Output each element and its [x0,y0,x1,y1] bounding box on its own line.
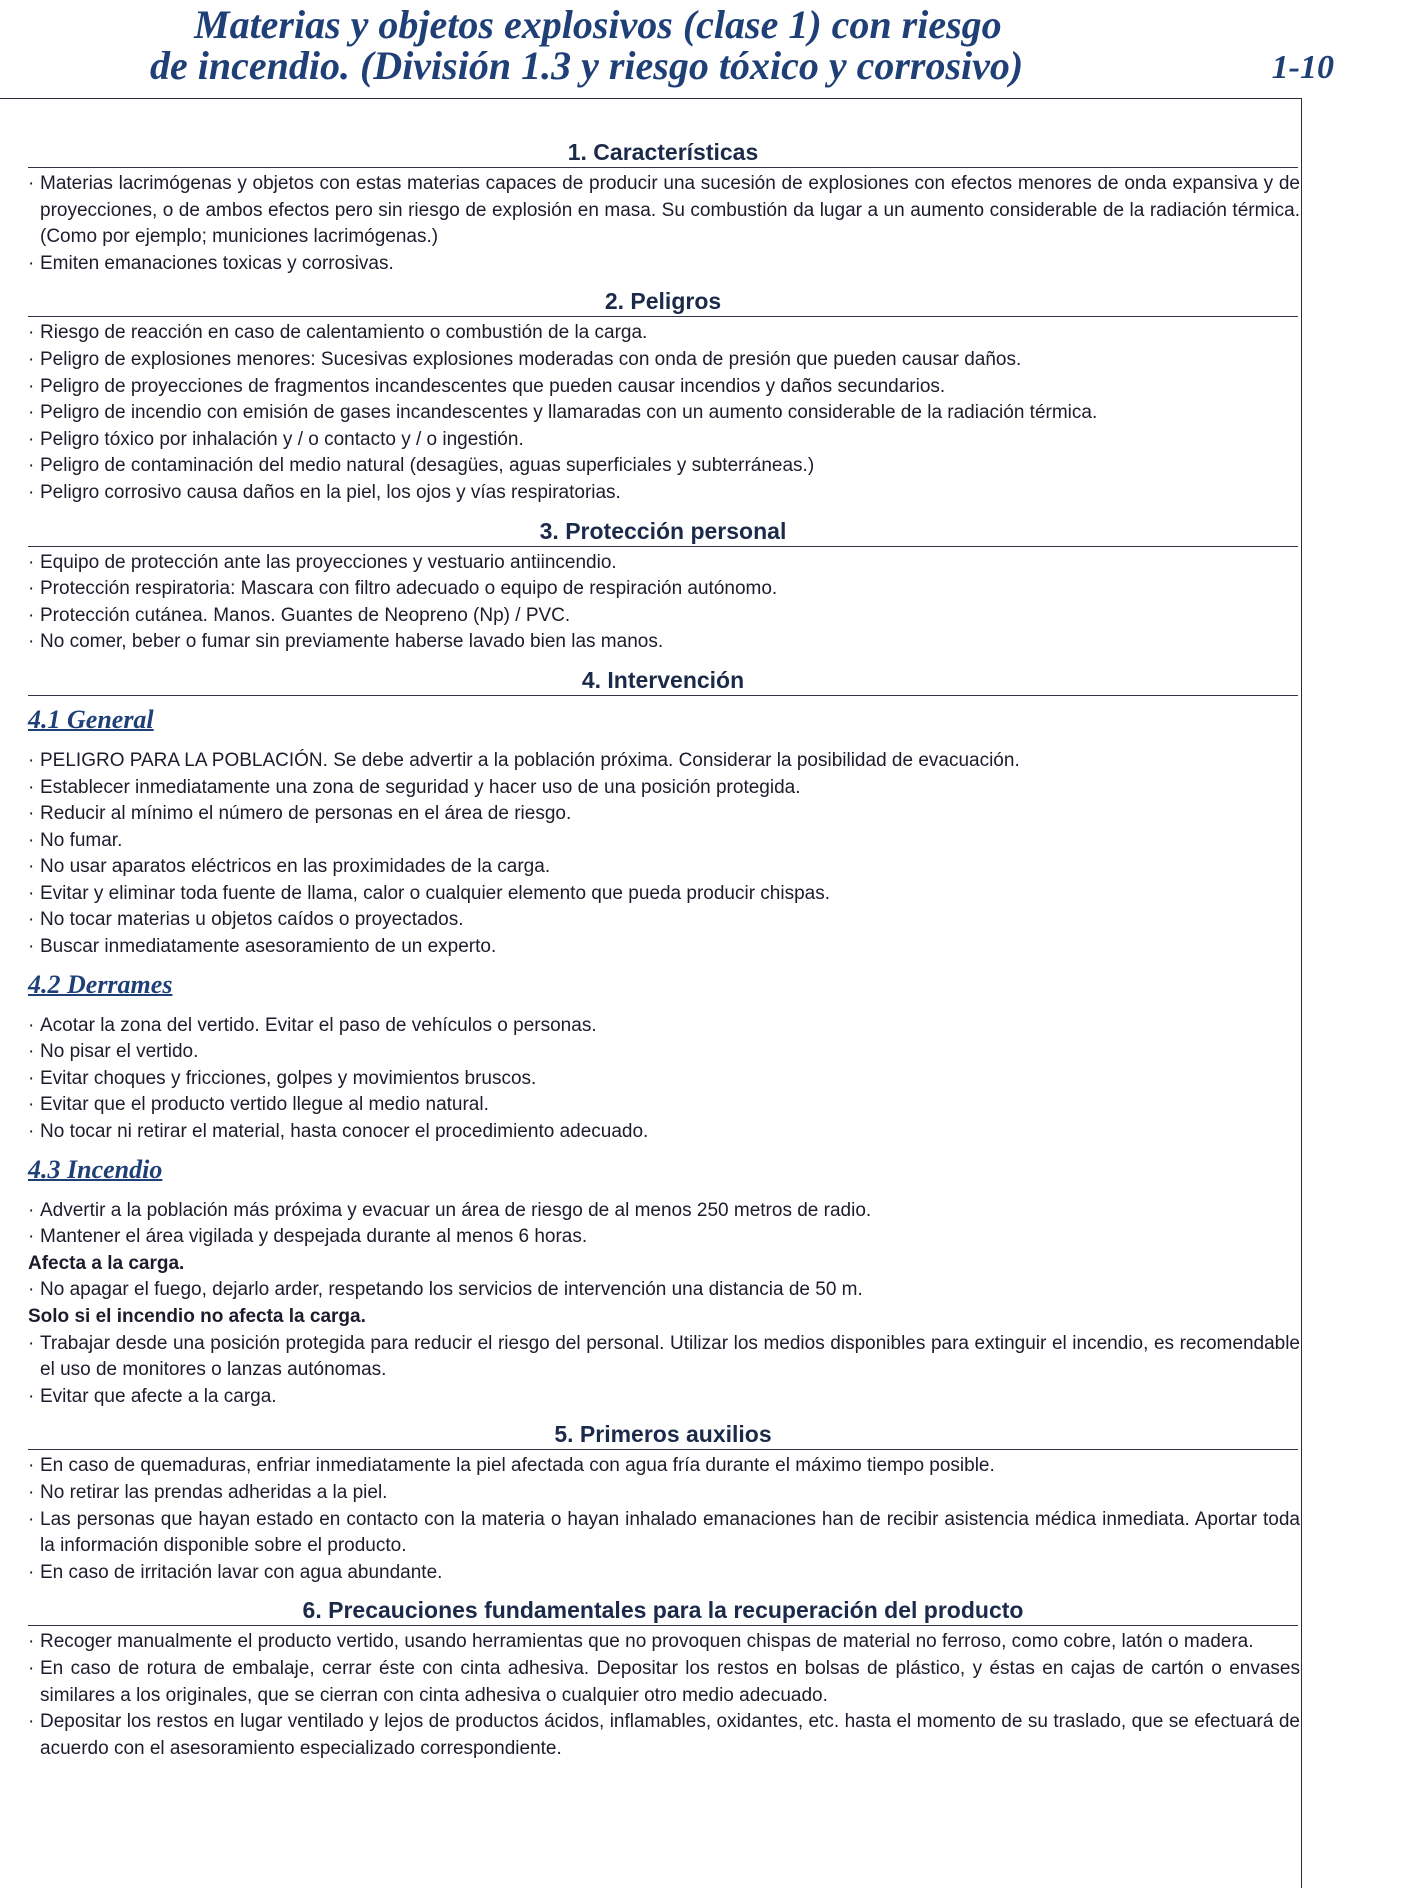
list-item: · Peligro de contaminación del medio natural (desagües, aguas superficiales y subterráneas.) [28,453,1300,480]
list-item: · Materias lacrimógenas y objetos con estas materias capaces de producir una sucesión de explosiones con efectos menores de onda expansiva y de proyecciones, o de ambos efectos pero sin riesgo de explosión en masa. Su combustión da lugar a un aumento considerable de la radiación térmica. (Como por ejemplo; municiones lacrimógenas.) [28,171,1300,251]
list-item: · Recoger manualmente el producto vertido, usando herramientas que no provoquen chispas de material no ferroso, como cobre, latón o madera. [28,1629,1300,1656]
list-no-afecta-carga [28,1331,1300,1411]
list-item: · Buscar inmediatamente asesoramiento de un experto. [28,934,1300,961]
list-item: · En caso de quemaduras, enfriar inmediatamente la piel afectada con agua fría durante el máximo tiempo posible. [28,1453,1300,1480]
list-item: · No apagar el fuego, dejarlo arder, respetando los servicios de intervención una distancia de 50 m. [28,1277,1300,1304]
list-item: · En caso de irritación lavar con agua abundante. [28,1560,1300,1587]
section-title-proteccion: 3. Protección personal [28,517,1298,547]
list-item: · Trabajar desde una posición protegida para reducir el riesgo del personal. Utilizar los medios disponibles para extinguir el incendio, es recomendable el uso de monitores o lanzas autónomas. [28,1331,1300,1384]
list-item: · No pisar el vertido. [28,1039,1300,1066]
list-item: · Evitar choques y fricciones, golpes y movimientos bruscos. [28,1066,1300,1093]
list-caracteristicas [28,171,1300,277]
list-item: · No usar aparatos eléctricos en las proximidades de la carga. [28,854,1300,881]
list-item: · Mantener el área vigilada y despejada durante al menos 6 horas. [28,1224,1300,1251]
document-body [28,132,1300,1762]
list-item: · Emiten emanaciones toxicas y corrosivas. [28,251,1300,278]
list-item: · Protección respiratoria: Mascara con filtro adecuado o equipo de respiración autónomo. [28,576,1300,603]
list-item: · Peligro de explosiones menores: Sucesivas explosiones moderadas con onda de presión que pueden causar daños. [28,347,1300,374]
label-afecta-carga: Afecta a la carga. [28,1252,185,1274]
list-item: · No fumar. [28,828,1300,855]
list-precauciones [28,1629,1300,1762]
list-item: · Reducir al mínimo el número de personas en el área de riesgo. [28,801,1300,828]
section-title-peligros: 2. Peligros [28,287,1298,317]
list-item: · Evitar y eliminar toda fuente de llama, calor o cualquier elemento que pueda producir chispas. [28,881,1300,908]
page-title-line1: Materias y objetos explosivos (clase 1) con riesgo [194,2,1002,47]
label-no-afecta-carga: Solo si el incendio no afecta la carga. [28,1306,366,1327]
list-item: · Riesgo de reacción en caso de calentamiento o combustión de la carga. [28,320,1300,347]
list-item: · Peligro de incendio con emisión de gases incandescentes y llamaradas con un aumento considerable de la radiación térmica. [28,400,1300,427]
list-incendio [28,1198,1300,1251]
section-title-intervencion: 4. Intervención [28,666,1298,696]
list-item: · No tocar ni retirar el material, hasta conocer el procedimiento adecuado. [28,1119,1300,1146]
list-general [28,748,1300,961]
subsection-title-general: 4.1 General [28,704,154,734]
list-item: · No comer, beber o fumar sin previamente haberse lavado bien las manos. [28,629,1300,656]
list-item: · Advertir a la población más próxima y evacuar un área de riesgo de al menos 250 metros de radio. [28,1198,1300,1225]
subsection-title-derrames: 4.2 Derrames [28,969,173,999]
list-item: · Acotar la zona del vertido. Evitar el paso de vehículos o personas. [28,1013,1300,1040]
page-title [150,4,1210,86]
list-proteccion [28,550,1300,656]
list-item: · Evitar que afecte a la carga. [28,1384,1300,1411]
list-item: · Las personas que hayan estado en contacto con la materia o hayan inhalado emanaciones han de recibir asistencia médica inmediata. Aportar toda la información disponible sobre el producto. [28,1507,1300,1560]
subsection-title-incendio: 4.3 Incendio [28,1154,163,1184]
list-item: · Protección cutánea. Manos. Guantes de Neopreno (Np) / PVC. [28,603,1300,630]
list-item: · Peligro de proyecciones de fragmentos incandescentes que pueden causar incendios y daños secundarios. [28,374,1300,401]
list-derrames [28,1013,1300,1146]
section-title-precauciones: 6. Precauciones fundamentales para la recuperación del producto [28,1596,1298,1626]
list-primeros-auxilios [28,1453,1300,1586]
list-item: · Equipo de protección ante las proyecciones y vestuario antiincendio. [28,550,1300,577]
page-title-line2: de incendio. (División 1.3 y riesgo tóxico y corrosivo) [150,43,1024,88]
list-item: · Establecer inmediatamente una zona de seguridad y hacer uso de una posición protegida. [28,775,1300,802]
list-afecta-carga [28,1277,1300,1304]
list-item: · Evitar que el producto vertido llegue al medio natural. [28,1092,1300,1119]
section-title-caracteristicas: 1. Características [28,138,1298,168]
list-item: · No retirar las prendas adheridas a la piel. [28,1480,1300,1507]
list-item: · Depositar los restos en lugar ventilado y lejos de productos ácidos, inflamables, oxidantes, etc. hasta el momento de su traslado, que se efectuará de acuerdo con el asesoramiento especializado correspondiente. [28,1709,1300,1762]
list-item: · Peligro corrosivo causa daños en la piel, los ojos y vías respiratorias. [28,480,1300,507]
list-item: · Peligro tóxico por inhalación y / o contacto y / o ingestión. [28,427,1300,454]
list-item: · PELIGRO PARA LA POBLACIÓN. Se debe advertir a la población próxima. Considerar la posibilidad de evacuación. [28,748,1300,775]
page-number: 1-10 [1271,49,1334,86]
list-peligros [28,320,1300,506]
list-item: · En caso de rotura de embalaje, cerrar éste con cinta adhesiva. Depositar los restos en bolsas de plástico, y éstas en cajas de cartón o envases similares a los originales, que se cierran con cinta adhesiva o cualquier otro medio adecuado. [28,1656,1300,1709]
list-item: · No tocar materias u objetos caídos o proyectados. [28,907,1300,934]
page-header [0,0,1408,100]
section-title-primeros-auxilios: 5. Primeros auxilios [28,1420,1298,1450]
